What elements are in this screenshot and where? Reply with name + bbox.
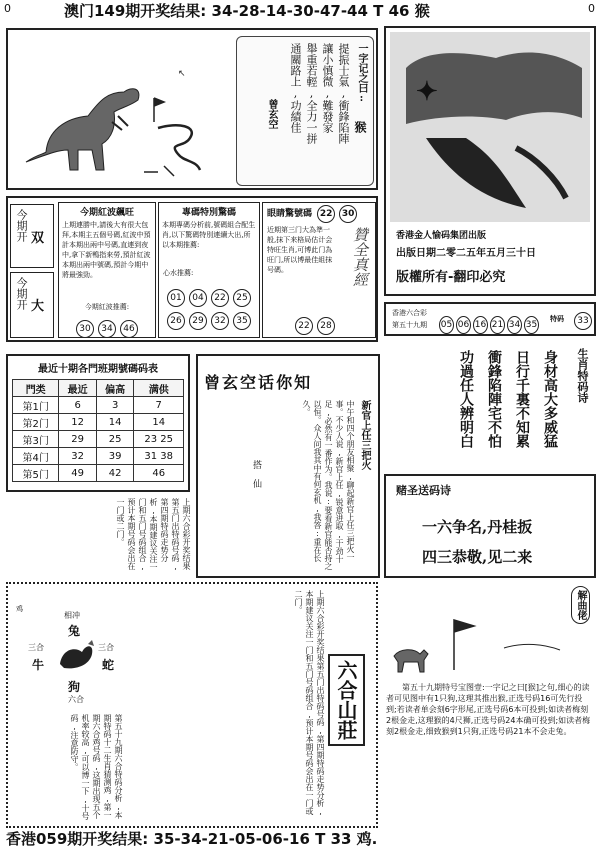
- table-row: [13, 448, 184, 465]
- red-wave-panel: [58, 202, 156, 338]
- xiang-chong-label: 相冲: [64, 611, 80, 620]
- eye-code-text: 近期第三门大為準一般,抹下来格局估计会特旺生肖,可博此门為旺门,所以博最佳組抹号碼。: [267, 226, 333, 274]
- table-cell: 14: [96, 414, 134, 431]
- macau-result-numbers: 34-28-14-30-47-44 T 46 猴: [211, 2, 430, 20]
- table-cell: 6: [59, 397, 97, 414]
- odd-even-box: [10, 204, 54, 268]
- frequency-table-panel: [6, 354, 190, 492]
- table-row: [13, 465, 184, 482]
- cover-copyright: 版權所有-翻印必究: [396, 270, 506, 285]
- zodiac-poem-panel: [384, 344, 596, 470]
- svg-text:↖: ↖: [178, 69, 186, 79]
- table-cell: 7: [134, 397, 184, 414]
- article-title: [204, 370, 312, 393]
- ball: 26: [167, 312, 185, 330]
- ball: 25: [233, 289, 251, 307]
- riddle-line-2: 讓小慎微,難發家: [321, 43, 334, 133]
- big-small-box: [10, 272, 54, 338]
- san-he-left-label: 三合: [28, 643, 44, 652]
- hk-result-label: 香港六合彩: [392, 309, 427, 317]
- table-row: [13, 414, 184, 431]
- zodiac-note: 第五十九期六合特码分析,本期特码十二生肖猜测鸡,第一期六合鸡号码,这期出现五个机率较高,可以博一下,十号码,注意防守。: [70, 714, 123, 820]
- table-cell: 3: [96, 397, 134, 414]
- ball: 22: [211, 289, 229, 307]
- article-body: 中午和四个朋友相聚,聊起新官上任三把火一事。不少人说,新官上任,锐意进取,干劲十足,必然有一番作为。我说:要看新官能否持之以恒。众人问我其中有何玄机,我答:重在长久。: [302, 400, 355, 570]
- table-cell-value: 25: [160, 433, 174, 445]
- big-small-label: 今期开: [15, 277, 28, 310]
- hk-result-bar: [384, 302, 596, 336]
- story-text: 上期六合彩开奖结果第五门出特码号码,第四期特码走势分析,本期建议关注一门和五门号码组合,预计本期号码会出在一门或二门。: [116, 498, 191, 571]
- chong-animal: 兔: [68, 624, 81, 638]
- hk-special-ball: 33: [574, 312, 592, 330]
- article-panel: [196, 354, 380, 578]
- ball: 29: [189, 312, 207, 330]
- hk-result-balls: [438, 312, 540, 334]
- ball: 35: [524, 316, 539, 334]
- riddle-line-1: 提振士氣,衝鋒陷陣: [337, 43, 350, 144]
- hk-result-footer: 香港059期开奖结果: 35-34-21-05-06-16 T 33 鸡.: [6, 830, 378, 848]
- table-cell: [134, 448, 184, 465]
- table-row: [13, 397, 184, 414]
- special-code-balls: [159, 284, 259, 330]
- table-cell-value: 38: [160, 450, 174, 462]
- left-animal: 牛: [32, 658, 45, 672]
- table-cell: 12: [59, 414, 97, 431]
- ball: 34: [507, 316, 522, 334]
- table-cell: 第1门: [13, 397, 59, 414]
- red-wave-footer: 今期紅波推薦:: [84, 303, 130, 311]
- page-number-right: 0: [588, 2, 595, 15]
- ball: 04: [189, 289, 207, 307]
- table-cell: [134, 431, 184, 448]
- ball: 22: [295, 317, 313, 335]
- table-header-row: [13, 380, 184, 397]
- ball: 32: [211, 312, 229, 330]
- eye-code-title-text: 眼睛驚號碼: [267, 209, 313, 219]
- lhs-brand: 六合山莊: [328, 654, 365, 746]
- riddle-line-4: 通關路上,功績佳: [289, 43, 302, 133]
- table-cell: 第4门: [13, 448, 59, 465]
- zodiac-relations-panel: [6, 582, 378, 828]
- eye-code-stamp: 贊全真經: [351, 227, 369, 287]
- hk-result-issue: 第五十九期: [392, 321, 427, 329]
- column-header: 偏高: [96, 380, 134, 397]
- column-header: 最近: [59, 380, 97, 397]
- table-cell: 第2门: [13, 414, 59, 431]
- dog-flag-illustration: [384, 600, 564, 680]
- gift-poem-line-1: 一六争名,丹桂扳: [422, 518, 533, 536]
- riddle-answer: 猴: [353, 121, 367, 133]
- poem-line-1: 身材高大多威猛: [542, 350, 558, 448]
- jiequ-text: 第五十九期特号宝图壹:一字记之曰[猴]之句,细心的读者可见图中有1只狗,这理其推出猴,正选号码16可先行投到;若读者单会刻6字形尾,正选号码6本可投到;如读者梅刻2根金走,这理猴的4尺狮,正选号码24本确可投到;如读者梅刻2根金走,细致猴到1只狗,正选号码21本不会走兔。: [386, 683, 591, 736]
- center-label: 鸡: [16, 605, 23, 613]
- special-code-text: 本期專碼分析前,號碼組合配生肖,以下驚碼特別連續大出,所以本期推薦:: [162, 221, 256, 249]
- ball: 06: [456, 316, 471, 334]
- table-cell: 第3门: [13, 431, 59, 448]
- ball: 46: [120, 320, 138, 338]
- table-cell: 第5门: [13, 465, 59, 482]
- rooster-icon: [54, 636, 98, 676]
- table-cell: 49: [59, 465, 97, 482]
- jiequ-heading: 解曲佬: [571, 586, 590, 624]
- ball: 22: [317, 205, 335, 223]
- svg-text:✦: ✦: [416, 77, 438, 107]
- cover-date: 出版日期二零二五年五月三十日: [396, 248, 536, 259]
- red-wave-text: 上期連勝中,請後大有很大包拜,本期主五個号碼,紅波中預計本期出兩中号碼,直連到夜中,拿下新鴨指來勞,預計紅波本期出兩中號碼,預計今期中將最強勁。: [62, 221, 151, 279]
- title-char: 曾: [204, 373, 223, 392]
- gift-poem-line-2: 四三恭敬,见二来: [422, 548, 533, 566]
- table-cell: 32: [59, 448, 97, 465]
- title-char: 你: [276, 373, 295, 392]
- zodiac-panels: [6, 196, 378, 342]
- table-cell: 42: [96, 465, 134, 482]
- article-subtitle: 新官上任三把火: [359, 400, 370, 470]
- special-code-title: 專碼特別驚碼: [181, 208, 236, 218]
- odd-even-label: 今期开: [15, 209, 28, 242]
- table-row: [13, 431, 184, 448]
- ball: 21: [490, 316, 505, 334]
- page-number-left: 0: [4, 2, 11, 15]
- san-he-right-label: 三合: [98, 643, 114, 652]
- poem-line-4: 功過任人辨明白: [458, 350, 474, 448]
- table-cell: 46: [134, 465, 184, 482]
- right-animal: 蛇: [102, 658, 115, 672]
- column-header: 满供: [134, 380, 184, 397]
- title-char: 话: [258, 373, 277, 392]
- red-wave-balls: [59, 316, 155, 338]
- red-wave-title: 今期紅波飆旺: [79, 208, 134, 218]
- table-cell: 25: [96, 431, 134, 448]
- table-cell: 39: [96, 448, 134, 465]
- cover-panel: [384, 26, 596, 296]
- jiequ-panel: [384, 582, 596, 828]
- ball: 01: [167, 289, 185, 307]
- riddle-heading: 一字记之曰:: [356, 43, 367, 104]
- riddle-picture-panel: [6, 28, 378, 190]
- ball: 30: [339, 205, 357, 223]
- eye-code-title: [267, 205, 375, 223]
- table-cell-value: 31: [144, 450, 158, 462]
- poem-line-3: 衝鋒陷陣宅不怕: [486, 350, 502, 448]
- ball: 28: [317, 317, 335, 335]
- macau-result-title: 澳门149期开奖结果:: [64, 2, 207, 20]
- cover-publisher: 香港金人愉码集团出版: [396, 231, 487, 241]
- gift-poem-title: 赌圣送码诗: [396, 484, 451, 497]
- big-small-value: 大: [31, 299, 45, 314]
- title-char: 玄: [222, 373, 241, 392]
- title-char: 空: [240, 373, 259, 392]
- column-header: 門类: [13, 380, 59, 397]
- gift-poem-panel: [384, 474, 596, 578]
- hk-special-label: 特码: [550, 315, 564, 323]
- table-cell-value: 23: [144, 433, 158, 445]
- frequency-table-title: 最近十期各門班期號碼码表: [38, 364, 158, 375]
- riddle-signature: 曾玄空: [266, 99, 277, 129]
- table-cell: 14: [134, 414, 184, 431]
- title-char: 知: [294, 373, 313, 392]
- lhs-article: [126, 590, 326, 822]
- liu-he-label: 六合: [68, 695, 84, 704]
- lhs-article-text: 上期六合彩开奖结果第五门出特码号码,第四期特码走势分析,本期建议关注一门和五门号码组合,预计本期号码会出在一门或二门。: [294, 590, 325, 816]
- riddle-scroll: [236, 36, 374, 186]
- odd-even-value: 双: [31, 231, 45, 246]
- eye-code-panel: [262, 202, 376, 338]
- table-cell: 29: [59, 431, 97, 448]
- ball: 16: [473, 316, 488, 334]
- macau-result-header: [64, 0, 544, 24]
- zodiac-poem-title: 生肖特码诗: [576, 348, 589, 403]
- ball: 30: [76, 320, 94, 338]
- riddle-line-3: 舉重若輕,全力一拼: [305, 43, 318, 144]
- bottom-animal: 狗: [68, 680, 81, 694]
- ball: 05: [439, 316, 454, 334]
- ball: 35: [233, 312, 251, 330]
- eye-code-bottom-balls: [293, 313, 375, 335]
- special-code-footer: 心水推薦:: [163, 269, 194, 277]
- article-section: 搭 仙: [251, 460, 261, 488]
- special-code-panel: [158, 202, 260, 338]
- ball: 34: [98, 320, 116, 338]
- poem-line-2: 日行千裏不知累: [514, 350, 530, 448]
- frequency-table: [12, 379, 184, 482]
